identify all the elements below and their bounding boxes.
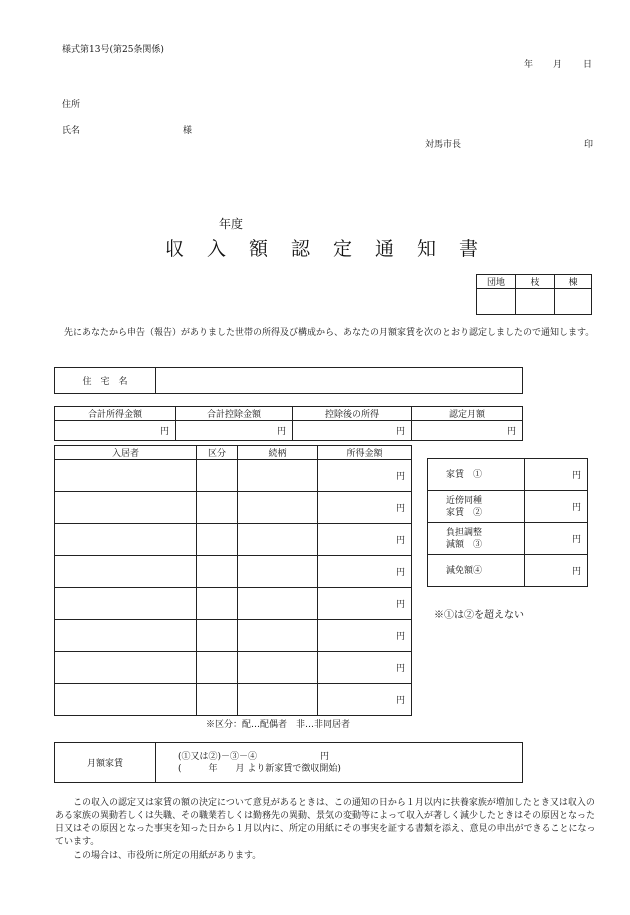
building-header-danchi: 団地 (477, 275, 516, 289)
income-after-deduction-value[interactable]: 円 (293, 421, 412, 441)
building-header-mune: 棟 (555, 275, 592, 289)
table-row (55, 652, 412, 684)
resident-name-cell[interactable] (55, 524, 197, 556)
table-row (55, 492, 412, 524)
footer-objection-text: この収入の認定又は家賃の額の決定について意見があるときは、この通知の日から１月以内に扶養家族が増加したとき又は収入のある家族の異動若しくは失職、その職業若しくは勤務先の異動、景気の変動等によって収入が著しく減少したときはその原因となった日又はその原因となった事実を知った日から１月以内に、所定の用紙にその事実を証する書類を添え、意見の申出ができることになっています。 (55, 798, 596, 847)
resident-income-cell[interactable]: 円 (318, 556, 412, 588)
form-number: 様式第13号(第25条関係) (62, 45, 164, 55)
resident-category-cell[interactable] (197, 460, 238, 492)
issuer: 対馬市長 (425, 140, 462, 150)
rent-note: ※①は②を超えない (434, 610, 524, 621)
resident-category-cell[interactable] (197, 620, 238, 652)
date-day-label: 日 (583, 60, 593, 70)
resident-category-cell[interactable] (197, 556, 238, 588)
resident-relationship-cell[interactable] (238, 492, 318, 524)
header-certified-monthly: 認定月額 (412, 407, 523, 421)
resident-relationship-cell[interactable] (238, 588, 318, 620)
table-row (55, 588, 412, 620)
header-total-income: 合計所得金額 (55, 407, 176, 421)
resident-income-cell[interactable]: 円 (318, 492, 412, 524)
resident-name-cell[interactable] (55, 492, 197, 524)
building-header-eda: 枝 (516, 275, 555, 289)
rent-value-4[interactable]: 円 (525, 555, 588, 587)
date-month-label: 月 (553, 60, 563, 70)
income-summary-table (54, 406, 523, 441)
resident-income-cell[interactable]: 円 (318, 684, 412, 716)
resident-relationship-cell[interactable] (238, 684, 318, 716)
table-row (55, 620, 412, 652)
monthly-rent-label: 月額家賃 (55, 743, 156, 783)
residents-footnote: ※区分：配…配偶者 非…非同居者 (206, 720, 351, 730)
honorific: 様 (183, 126, 193, 136)
rent-label-4: 減免額④ (428, 555, 525, 587)
residence-value[interactable] (156, 368, 523, 394)
rent-value-3[interactable]: 円 (525, 523, 588, 555)
seal-mark: 印 (584, 140, 594, 150)
resident-category-cell[interactable] (197, 524, 238, 556)
building-value-eda[interactable] (516, 289, 555, 315)
certified-monthly-value[interactable]: 円 (412, 421, 523, 441)
rent-value-2[interactable]: 円 (525, 491, 588, 523)
residents-table (54, 445, 412, 716)
header-income-amount: 所得金額 (318, 446, 412, 460)
resident-income-cell[interactable]: 円 (318, 620, 412, 652)
resident-relationship-cell[interactable] (238, 652, 318, 684)
total-income-value[interactable]: 円 (55, 421, 176, 441)
resident-relationship-cell[interactable] (238, 460, 318, 492)
fiscal-year-label: 年度 (219, 217, 244, 231)
header-category: 区分 (197, 446, 238, 460)
residence-table (54, 367, 523, 394)
header-resident: 入居者 (55, 446, 197, 460)
resident-name-cell[interactable] (55, 460, 197, 492)
resident-name-cell[interactable] (55, 588, 197, 620)
resident-category-cell[interactable] (197, 492, 238, 524)
building-value-danchi[interactable] (477, 289, 516, 315)
header-total-deduction: 合計控除金額 (176, 407, 293, 421)
resident-category-cell[interactable] (197, 684, 238, 716)
header-income-after-deduction: 控除後の所得 (293, 407, 412, 421)
monthly-rent-formula: (①又は②)－③－④ 円 (178, 751, 330, 762)
monthly-rent-table (54, 742, 523, 783)
monthly-rent-start: ( 年 月 より新家賃で徴収開始) (178, 763, 341, 774)
rent-label-3: 負担調整 減額 ③ (428, 523, 525, 555)
resident-name-cell[interactable] (55, 620, 197, 652)
rent-label-1: 家賃 ① (428, 459, 525, 491)
resident-income-cell[interactable]: 円 (318, 652, 412, 684)
resident-category-cell[interactable] (197, 652, 238, 684)
date-year-label: 年 (524, 60, 534, 70)
resident-name-cell[interactable] (55, 556, 197, 588)
rent-label-2: 近傍同種 家賃 ② (428, 491, 525, 523)
table-row (55, 524, 412, 556)
total-deduction-value[interactable]: 円 (176, 421, 293, 441)
building-value-mune[interactable] (555, 289, 592, 315)
resident-category-cell[interactable] (197, 588, 238, 620)
resident-relationship-cell[interactable] (238, 620, 318, 652)
header-relationship: 続柄 (238, 446, 318, 460)
resident-relationship-cell[interactable] (238, 524, 318, 556)
rent-value-1[interactable]: 円 (525, 459, 588, 491)
intro-text: 先にあなたから申告（報告）がありました世帯の所得及び構成から、あなたの月額家賃を次のとおり認定しましたので通知します。 (64, 328, 595, 338)
resident-income-cell[interactable]: 円 (318, 588, 412, 620)
residence-label: 住 宅 名 (55, 368, 156, 394)
resident-income-cell[interactable]: 円 (318, 460, 412, 492)
monthly-rent-value[interactable] (156, 743, 523, 783)
building-table (476, 274, 592, 315)
address-label: 住所 (62, 100, 81, 110)
resident-income-cell[interactable]: 円 (318, 524, 412, 556)
footer-form-availability: この場合は、市役所に所定の用紙があります。 (73, 851, 262, 861)
resident-name-cell[interactable] (55, 684, 197, 716)
resident-name-cell[interactable] (55, 652, 197, 684)
table-row (55, 556, 412, 588)
table-row (55, 460, 412, 492)
page-title: 収入額認定通知書 (165, 238, 502, 260)
rent-table (427, 458, 588, 587)
table-row (55, 684, 412, 716)
name-label: 氏名 (62, 126, 81, 136)
resident-relationship-cell[interactable] (238, 556, 318, 588)
